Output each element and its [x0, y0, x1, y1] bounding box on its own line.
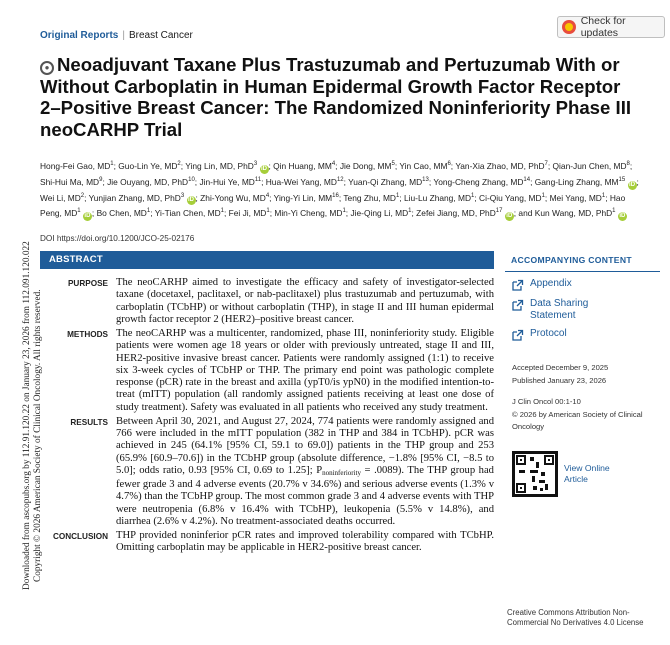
author-affiliation: 7 [544, 161, 548, 167]
author-affiliation: 1 [110, 161, 114, 167]
author-name: Hong-Fei Gao, MD [40, 160, 111, 171]
license-text: Creative Commons Attribution Non-Commercial No Derivatives 4.0 License [507, 608, 644, 627]
author-name: Yong-Cheng Zhang, MD [433, 176, 524, 187]
orcid-icon[interactable]: iD [188, 197, 195, 204]
author-affiliation: 3 [253, 161, 258, 167]
methods-section [40, 328, 494, 414]
author-affiliation: 4 [331, 161, 336, 167]
section-text: The neoCARHP was a multicenter, randomized, phase III, noninferiority study. Eligible patients were women age 18 years or older with previously untreated, stage II and III, HER2-positive invasive breast cancer. Patients were randomly assigned (1:1) to receive six 3-week cycles of TCbHP or THP. The primary end point was pathologic complete response (pCR) rate in the breast and axilla (ypT0/is ypN0) in the modified intention-to-treat (mITT) population (all randomly assigned patients receiving at least one dose of study treatment). Safety was evaluated in all patients who received any study treatment. [116, 328, 494, 413]
author-affiliation: 5 [391, 161, 395, 167]
purpose-section [40, 277, 494, 326]
section-label: RESULTS [70, 417, 108, 427]
check-for-updates-label: Check for updates [580, 15, 626, 39]
results-section [40, 416, 494, 528]
accompanying-header: ACCOMPANYING CONTENT [505, 251, 660, 272]
orcid-icon[interactable]: iD [506, 213, 513, 220]
author-name: Qin Huang, MM [273, 160, 332, 171]
conclusion-section [40, 530, 494, 555]
author-name: Yuan-Qi Zhang, MD [348, 176, 423, 187]
author-name: Qian-Jun Chen, MD [552, 160, 627, 171]
copyright-text: © 2026 by American Society of Clinical Oncology [512, 409, 643, 431]
check-for-updates-button[interactable] [557, 16, 665, 38]
author-name: Jie-Qing Li, MD [350, 208, 409, 219]
author-affiliation: 15 [618, 176, 626, 183]
orcid-icon[interactable]: iD [629, 181, 636, 188]
author-affiliation: 11 [254, 176, 262, 183]
section-label: PURPOSE [67, 279, 108, 288]
author-affiliation: 1 [471, 192, 475, 199]
author-name: Yi-Tian Chen, MD [154, 208, 221, 219]
data-sharing-link[interactable] [505, 298, 660, 322]
author-name: Shi-Hui Ma, MD [40, 176, 100, 187]
p-subscript: noninferiority [322, 468, 361, 477]
accepted-date: Accepted December 9, 2025 [512, 363, 609, 372]
author-affiliation: 4 [265, 192, 270, 199]
author-name: Ci-Qiu Yang, MD [479, 192, 542, 203]
qr-code-icon[interactable] [512, 451, 558, 497]
published-date: Published January 23, 2026 [512, 375, 607, 385]
author-name: Gang-Ling Zhang, MM [534, 176, 619, 187]
orcid-icon[interactable]: iD [261, 165, 268, 172]
appendix-label: Appendix [530, 278, 572, 289]
author-name: Teng Zhu, MD [343, 192, 396, 203]
external-link-icon [511, 279, 524, 292]
author-affiliation: 2 [177, 161, 181, 167]
author-affiliation: 14 [523, 176, 531, 183]
author-name: Min-Yi Cheng, MD [274, 208, 343, 219]
orcid-icon[interactable]: iD [619, 213, 626, 220]
author-affiliation: 3 [180, 192, 185, 199]
results-text-a: Between April 30, 2021, and August 27, 2024, 774 patients were randomly assigned and 766 were included in the mITT population (382 in THP and 384 in TCbHP). pCR was achieved in 245 (64.1% [95% CI, 59.1 to 69.0]) patients in the THP group and 253 (65.9% [60.9–70.6]) in the TCbHP group (absolute difference, −1.8% [95% CI, −8.5 to 5.0]; odds ratio, 0.93 [95% CI, 0.69 to 1.25]; P [116, 415, 494, 476]
author-name: Yunjian Zhang, MD, PhD [88, 192, 181, 203]
results-text-b: = .0089). The THP group had fewer grade 3 and 4 adverse events (20.7% v 34.6%) and serious adverse events (1.3% v 4.7%) than the TCbHP group. The most common grade 3 and 4 adverse events with THP were neutropenia (6.8% v 16.4% with TCbHP), leukopenia (5.5% v 14.8%), and diarrhea (2.6% v 4.2%). No treatment-associated deaths occurred. [116, 464, 494, 527]
crossmark-icon [562, 20, 576, 34]
author-affiliation: 1 [342, 208, 346, 215]
author-affiliation: 1 [408, 208, 412, 215]
section-text: THP provided noninferior pCR rates and improved tolerability compared with TCbHP. Omitting carboplatin may be applicable in HER2-positive breast cancer. [116, 530, 494, 554]
watermark-line-2: Copyright © 2026 American Society of Clinical Oncology. All rights reserved. [32, 289, 43, 582]
author-list: Hong-Fei Gao, $MD^1$; Guo-Lin Ye, $MD^2$; Ying Lin, MD, PhD$^3$ iD ; Qin Huang, $MM^4$; Jie Dong, $MM^5$; Yin Cao, $MM^6$; Yan-Xia Zhao, MD, PhD$^7$; Qian-Jun Chen, $MD^8$; Shi-Hui Ma, $MD^9$; Jie Ouyang, MD, PhD$^{10}$; Jin-Hui Ye, MD$^{11}$; Hua-Wei Yang, MD$^{12}$; Yuan-Qi Zhang, MD$^{13}$; Yong-Cheng Zhang, MD$^{14}$; Gang-Ling Zhang, MM$^{15}$ iD ; Wei Li, $MD^2$; Yunjian Zhang, MD, PhD$^3$ iD ; Zhi-Yong Wu, $MD^4$; Ying-Yi Lin, MM$^{16}$; Teng Zhu, $MD^1$; Liu-Lu Zhang, $MD^1$; Ci-Qiu Yang, $MD^1$; Mei Yang, $MD^1$; Hao Peng, $MD^1$ iD ; Bo Chen, $MD^1$; Yi-Tian Chen, $MD^1$; Fei Ji, $MD^1$; Min-Yi Cheng, $MD^1$; Jie-Qing Li, $MD^1$; Zefei Jiang, MD, PhD$^{17}$ iD ; and Kun Wang, MD, PhD$^1$ iD [40, 160, 639, 220]
external-link-icon [511, 329, 524, 342]
author-name: Liu-Lu Zhang, MD [403, 192, 472, 203]
section-text [116, 416, 494, 528]
section-label: CONCLUSION [52, 532, 108, 541]
journal-citation [512, 396, 662, 434]
author-name: Jin-Hui Ye, MD [199, 176, 255, 187]
author-affiliation: 8 [626, 161, 630, 167]
author-affiliation: 10 [188, 176, 195, 183]
author-name: Kun Wang, MD, PhD [534, 208, 613, 219]
author-name: Hao Peng, MD [40, 192, 626, 219]
author-affiliation: 1 [77, 208, 81, 215]
article-title-text: Neoadjuvant Taxane Plus Trastuzumab and Pertuzumab With or Without Carboplatin in Human Epidermal Growth Factor Receptor 2–Positive Breast Cancer: The Randomized Noninferiority Phase III neoCARHP Trial [40, 54, 632, 140]
section-label: METHODS [67, 330, 108, 339]
open-access-icon: ● [40, 61, 54, 75]
article-category: Original Reports | Breast Cancer [40, 30, 193, 41]
author-affiliation: 1 [612, 208, 616, 215]
data-sharing-label: Data Sharing Statement [530, 298, 589, 321]
author-affiliation: 1 [146, 208, 151, 215]
accompanying-content [505, 251, 660, 342]
author-affiliation: 1 [220, 208, 224, 215]
abstract-body [40, 277, 494, 557]
author-name: Ying Lin, MD, PhD [185, 160, 254, 171]
author-name: Yin Cao, MM [399, 160, 448, 171]
author-name: Jie Dong, MM [339, 160, 392, 171]
protocol-label: Protocol [530, 328, 567, 339]
author-name: Fei Ji, MD [228, 208, 267, 219]
author-name: Ying-Yi Lin, MM [273, 192, 333, 203]
protocol-link[interactable] [505, 328, 660, 342]
author-affiliation: 6 [447, 161, 451, 167]
appendix-link[interactable] [505, 278, 660, 292]
author-name: Hua-Wei Yang, MD [265, 176, 337, 187]
author-name: Bo Chen, MD [96, 208, 147, 219]
orcid-icon[interactable]: iD [84, 213, 91, 220]
external-link-icon [511, 299, 524, 312]
author-name: Guo-Lin Ye, MD [118, 160, 178, 171]
section-text: The neoCARHP aimed to investigate the efficacy and safety of investigator-selected taxane (docetaxel, paclitaxel, or nab-paclitaxel) plus trastuzumab and pertuzumab, with carboplatin (TCbHP) or without carboplatin (THP), in stage II and III human epidermal growth factor receptor 2 (HER2)–positive breast cancer. [116, 277, 494, 325]
author-name: Zhi-Yong Wu, MD [200, 192, 266, 203]
author-affiliation: 1 [541, 192, 545, 199]
abstract-header: ABSTRACT [40, 251, 494, 269]
author-name: Wei Li, MD [40, 192, 81, 203]
author-name: Mei Yang, MD [549, 192, 602, 203]
author-affiliation: 12 [336, 176, 344, 183]
journal-ref: J Clin Oncol 00:1-10 [512, 397, 581, 406]
author-affiliation: 1 [601, 192, 606, 199]
author-name: Yan-Xia Zhao, MD, PhD [455, 160, 545, 171]
author-affiliation: 17 [495, 208, 503, 215]
subcategory-label: Breast Cancer [128, 30, 193, 41]
author-affiliation: 9 [99, 176, 103, 183]
view-online-link[interactable]: View Online Article [564, 463, 610, 484]
author-affiliation: 16 [332, 192, 339, 199]
author-affiliation: 13 [422, 176, 429, 183]
doi-link[interactable]: DOI https://doi.org/10.1200/JCO-25-02176 [40, 234, 195, 243]
article-title [40, 54, 640, 140]
author-name: Jie Ouyang, MD, PhD [107, 176, 189, 187]
author-affiliation: 2 [80, 192, 85, 199]
download-watermark [2, 241, 43, 600]
author-name: Zefei Jiang, MD, PhD [416, 208, 496, 219]
watermark-line-1: Downloaded from ascopubs.org by 112.91.120.22 on January 23, 2026 from 112.091.120.022 [22, 241, 32, 590]
author-affiliation: 1 [266, 208, 270, 215]
author-affiliation: 1 [395, 192, 400, 199]
category-link[interactable]: Original Reports [40, 30, 119, 41]
publication-dates [512, 362, 662, 387]
